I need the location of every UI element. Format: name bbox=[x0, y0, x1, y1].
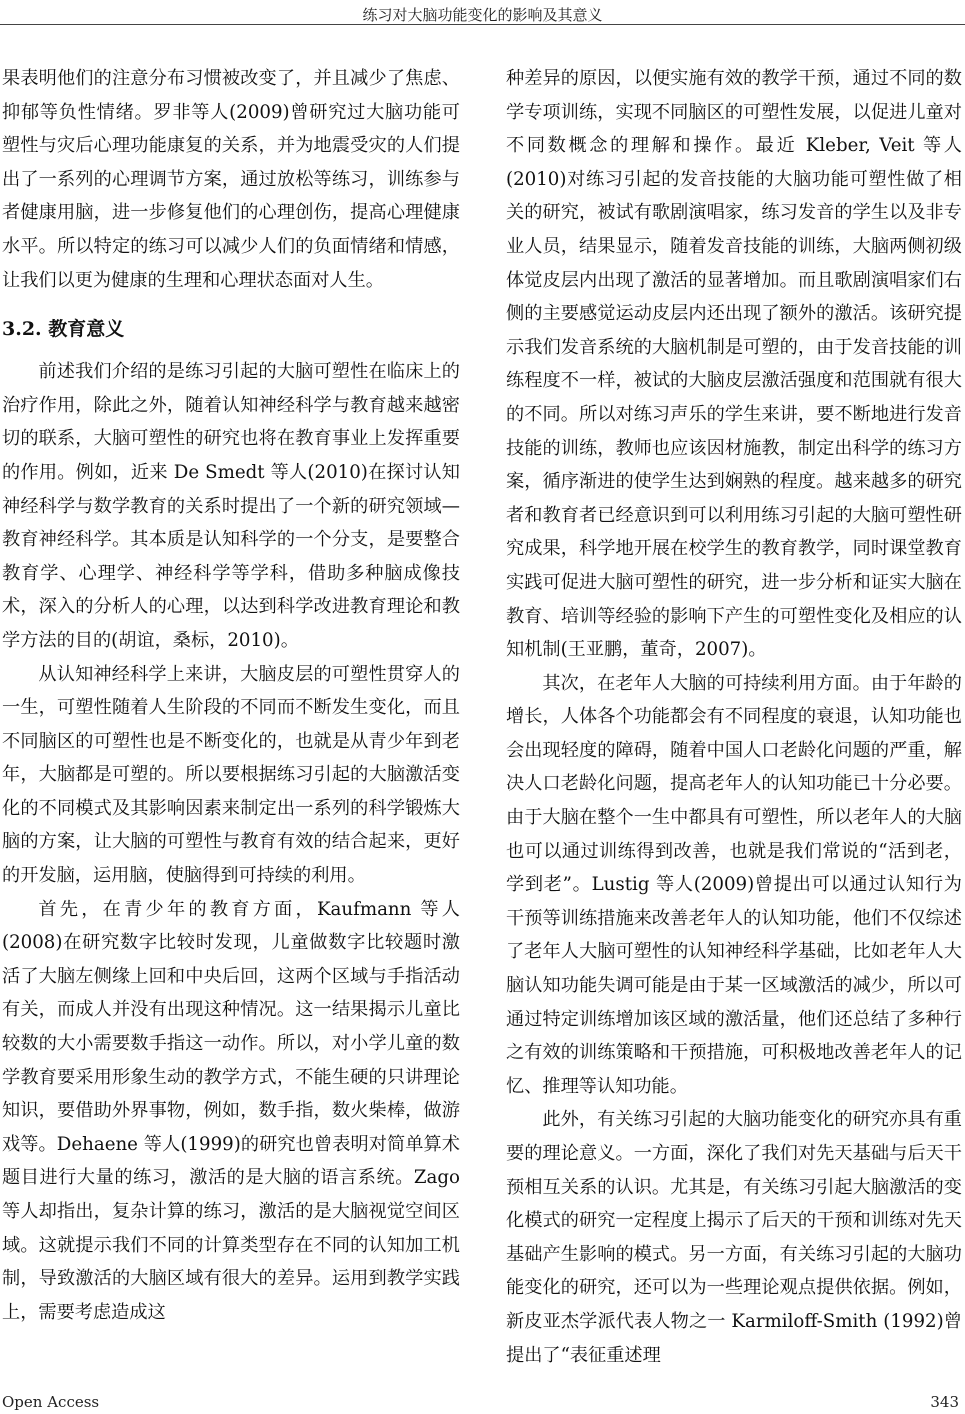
paragraph: 前述我们介绍的是练习引起的大脑可塑性在临床上的治疗作用，除此之外，随着认知神经科学与教育越来越密切的联系，大脑可塑性的研究也将在教育事业上发挥重要的作用。例如，近来 De Smedt 等人(2010)在探讨认知神经科学与数学教育的关系时提出了一个新的研究领域—教育神经科学。其本质是认知科学的一个分支，是要整合教育学、心理学、神经科学等学科，借助多种脑成像技术，深入的分析人的心理，以达到科学改进教育理论和教学方法的目的(胡谊，桑标，2010)。 bbox=[2, 361, 460, 651]
paragraph: 种差异的原因，以便实施有效的教学干预，通过不同的数学专项训练，实现不同脑区的可塑性发展，以促进儿童对不同数概念的理解和操作。最近 Kleber, Veit 等人(2010)对练习引起的发音技能的大脑功能可塑性做了相关的研究，被试有歌剧演唱家，练习发音的学生以及非专业人员，结果显示，随着发音技能的训练，大脑两侧初级体觉皮层内出现了激活的显著增加。而且歌剧演唱家们右侧的主要感觉运动皮层内还出现了额外的激活。该研究提示我们发音系统的大脑机制是可塑的，由于发音技能的训练程度不一样，被试的大脑皮层激活强度和范围就有很大的不同。所以对练习声乐的学生来讲，要不断地进行发音技能的训练，教师也应该因材施教，制定出科学的练习方案，循序渐进的使学生达到娴熟的程度。越来越多的研究者和教育者已经意识到可以利用练习引起的大脑可塑性研究成果，科学地开展在校学生的教育教学，同时课堂教育实践可促进大脑可塑性的研究，进一步分析和证实大脑在教育、培训等经验的影响下产生的可塑性变化及相应的认知机制(王亚鹏，董奇，2007)。 bbox=[506, 68, 962, 661]
paragraph: 从认知神经科学上来讲，大脑皮层的可塑性贯穿人的一生，可塑性随着人生阶段的不同而不断发生变化，而且不同脑区的可塑性也是不断变化的，也就是从青少年到老年，大脑都是可塑的。所以要根据练习引起的大脑激活变化的不同模式及其影响因素来制定出一系列的科学锻炼大脑的方案，让大脑的可塑性与教育有效的结合起来，更好的开发脑，运用脑，使脑得到可持续的利用。 bbox=[2, 663, 460, 887]
left-column bbox=[2, 62, 460, 1329]
running-header: 练习对大脑功能变化的影响及其意义 bbox=[362, 6, 603, 24]
page-number: 343 bbox=[930, 1393, 959, 1411]
journal-label: Open Access bbox=[2, 1393, 100, 1411]
paragraph: 首先，在青少年的教育方面，Kaufmann 等人(2008)在研究数字比较时发现，儿童做数字比较题时激活了大脑左侧缘上回和中央后回，这两个区域与手指活动有关，而成人并没有出现这种情况。这一结果揭示儿童比较数的大小需要数手指这一动作。所以，对小学儿童的数学教育要采用形象生动的教学方式，不能生硬的只讲理论知识，要借助外界事物，例如，数手指，数火柴棒，做游戏等。Dehaene 等人(1999)的研究也曾表明对简单算术题目进行大量的练习，激活的是大脑的语言系统。Zago 等人却指出，复杂计算的练习，激活的是大脑视觉空间区域。这就提示我们不同的计算类型存在不同的认知加工机制，导致激活的大脑区域有很大的差异。运用到教学实践上，需要考虑造成这 bbox=[2, 898, 460, 1323]
right-column bbox=[506, 62, 962, 1372]
section-heading: 3.2. 教育意义 bbox=[2, 318, 125, 341]
paragraph: 此外，有关练习引起的大脑功能变化的研究亦具有重要的理论意义。一方面，深化了我们对先天基础与后天干预相互关系的认识。尤其是，有关练习引起大脑激活的变化模式的研究一定程度上揭示了后天的干预和训练对先天基础产生影响的模式。另一方面，有关练习引起的大脑功能变化的研究，还可以为一些理论观点提供依据。例如，新皮亚杰学派代表人物之一 Karmiloff-Smith (1992)曾提出了“表征重述理 bbox=[506, 1109, 962, 1366]
paragraph: 果表明他们的注意分布习惯被改变了，并且减少了焦虑、抑郁等负性情绪。罗非等人(2009)曾研究过大脑功能可塑性与灾后心理功能康复的关系，并为地震受灾的人们提出了一系列的心理调节方案，通过放松等练习，训练参与者健康用脑，进一步修复他们的心理创伤，提高心理健康水平。所以特定的练习可以减少人们的负面情绪和情感，让我们以更为健康的生理和心理状态面对人生。 bbox=[2, 68, 460, 291]
paragraph: 其次，在老年人大脑的可持续利用方面。由于年龄的增长，人体各个功能都会有不同程度的衰退，认知功能也会出现轻度的障碍，随着中国人口老龄化问题的严重，解决人口老龄化问题，提高老年人的认知功能已十分必要。由于大脑在整个一生中都具有可塑性，所以老年人的大脑也可以通过训练得到改善，也就是我们常说的“活到老，学到老”。Lustig 等人(2009)曾提出可以通过认知行为干预等训练措施来改善老年人的认知功能，他们不仅综述了老年人大脑可塑性的认知神经科学基础，比如老年人大脑认知功能失调可能是由于某一区域激活的减少，所以可通过特定训练增加该区域的激活量，他们还总结了多种行之有效的训练策略和干预措施，可积极地改善老年人的记忆、推理等认知功能。 bbox=[506, 672, 962, 1097]
header-divider bbox=[0, 24, 965, 25]
